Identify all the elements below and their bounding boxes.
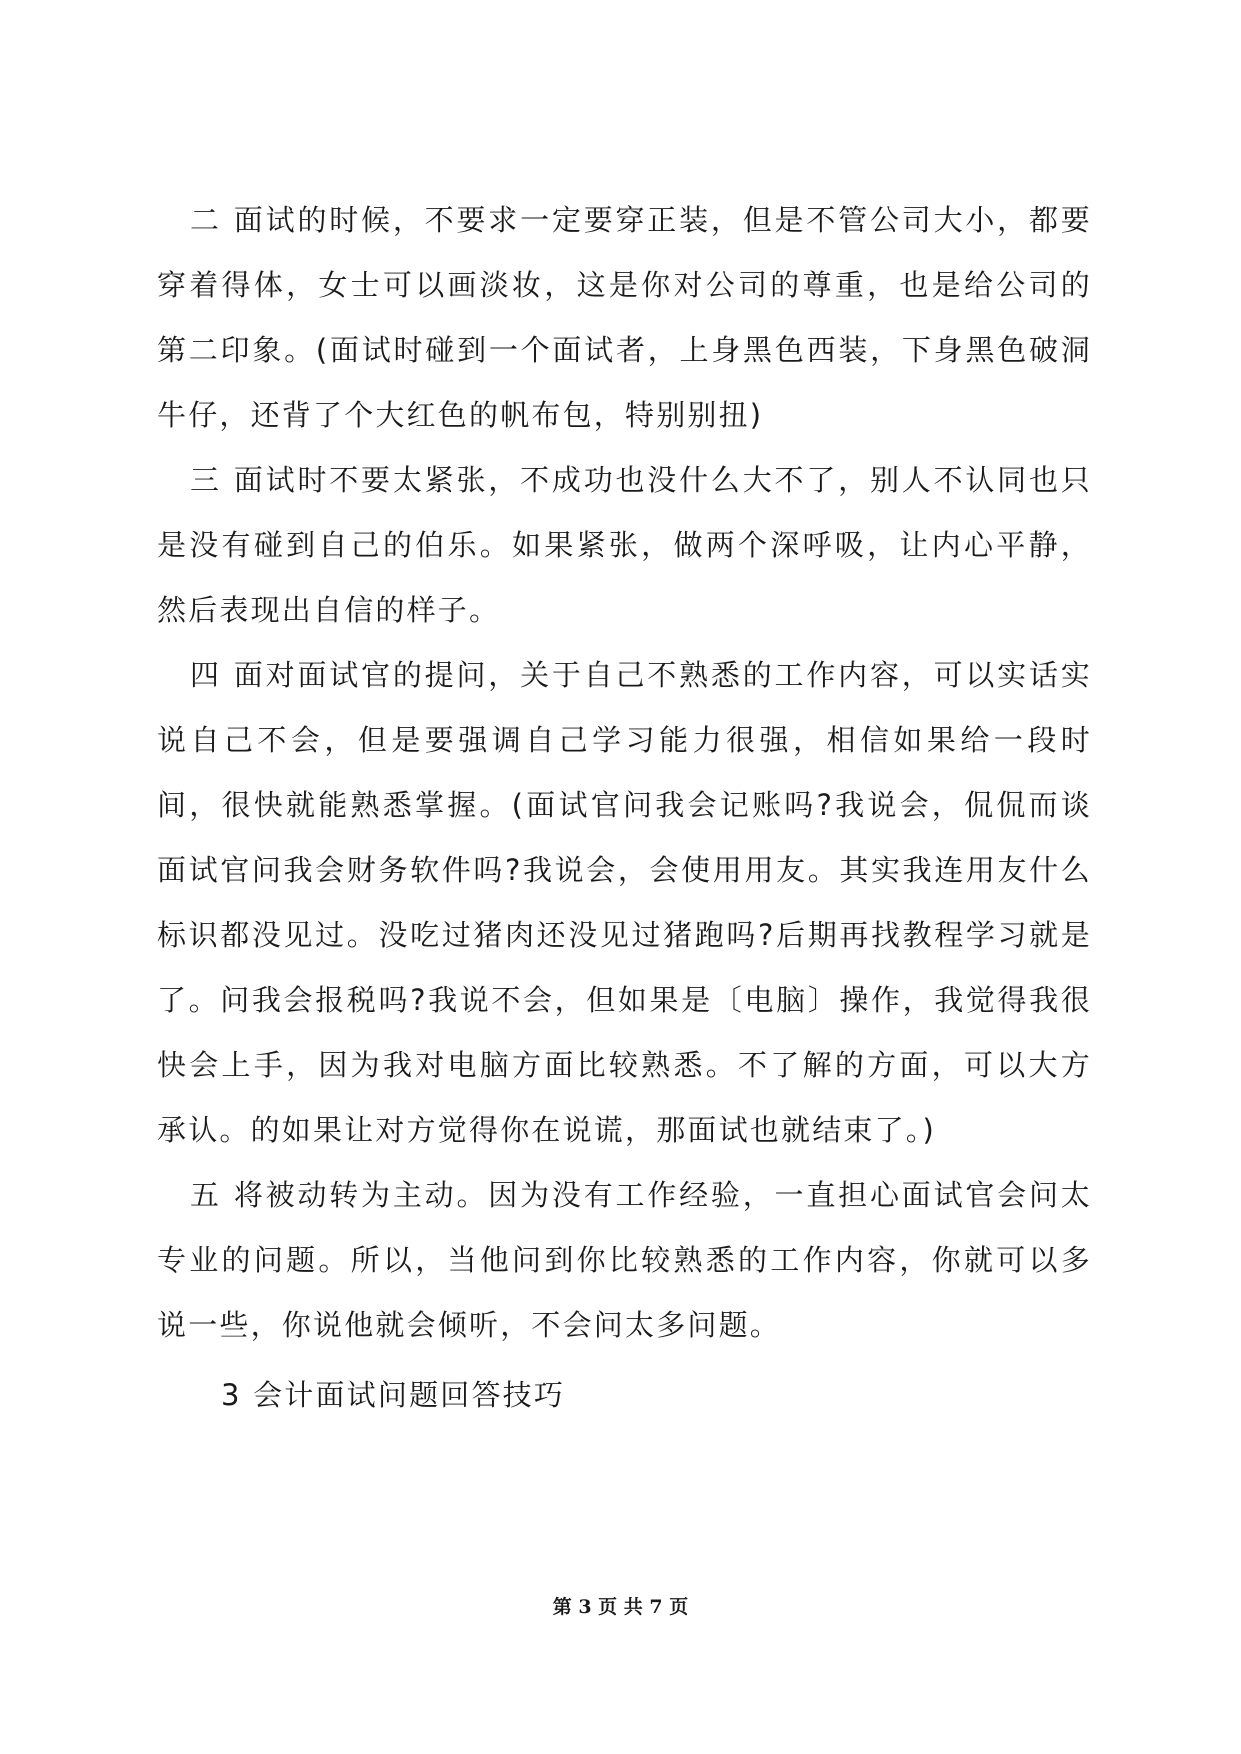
paragraph-unfamiliar-questions: 四 面对面试官的提问，关于自己不熟悉的工作内容，可以实话实说自己不会，但是要强调自己学习能力很强，相信如果给一段时间，很快就能熟悉掌握。(面试官问我会记账吗?我说会，侃侃而谈面试官问我会财务软件吗?我说会，会使用用友。其实我连用友什么标识都没见过。没吃过猪肉还没见过猪跑吗?后期再找教程学习就是了。问我会报税吗?我说不会，但如果是〔电脑〕操作，我觉得我很快会上手，因为我对电脑方面比较熟悉。不了解的方面，可以大方承认。的如果让对方觉得你在说谎，那面试也就结束了。): [157, 658, 1092, 1147]
paragraph-take-initiative: 五 将被动转为主动。因为没有工作经验，一直担心面试官会问太专业的问题。所以，当他问到你比较熟悉的工作内容，你就可以多说一些，你说他就会倾听，不会问太多问题。: [157, 1178, 1092, 1342]
paragraph-dress-code: 二 面试的时候，不要求一定要穿正装，但是不管公司大小，都要穿着得体，女士可以画淡妆，这是你对公司的尊重，也是给公司的第二印象。(面试时碰到一个面试者，上身黑色西装，下身黑色破洞牛仔，还背了个大红色的帆布包，特别别扭): [157, 203, 1092, 432]
page-number-footer: 第 3 页 共 7 页: [552, 1596, 689, 1618]
document-body: [157, 188, 1092, 1428]
section-heading: 3 会计面试问题回答技巧: [221, 1378, 566, 1412]
paragraph-nervousness: 三 面试时不要太紧张，不成功也没什么大不了，别人不认同也只是没有碰到自己的伯乐。如果紧张，做两个深呼吸，让内心平静，然后表现出自信的样子。: [157, 463, 1092, 627]
